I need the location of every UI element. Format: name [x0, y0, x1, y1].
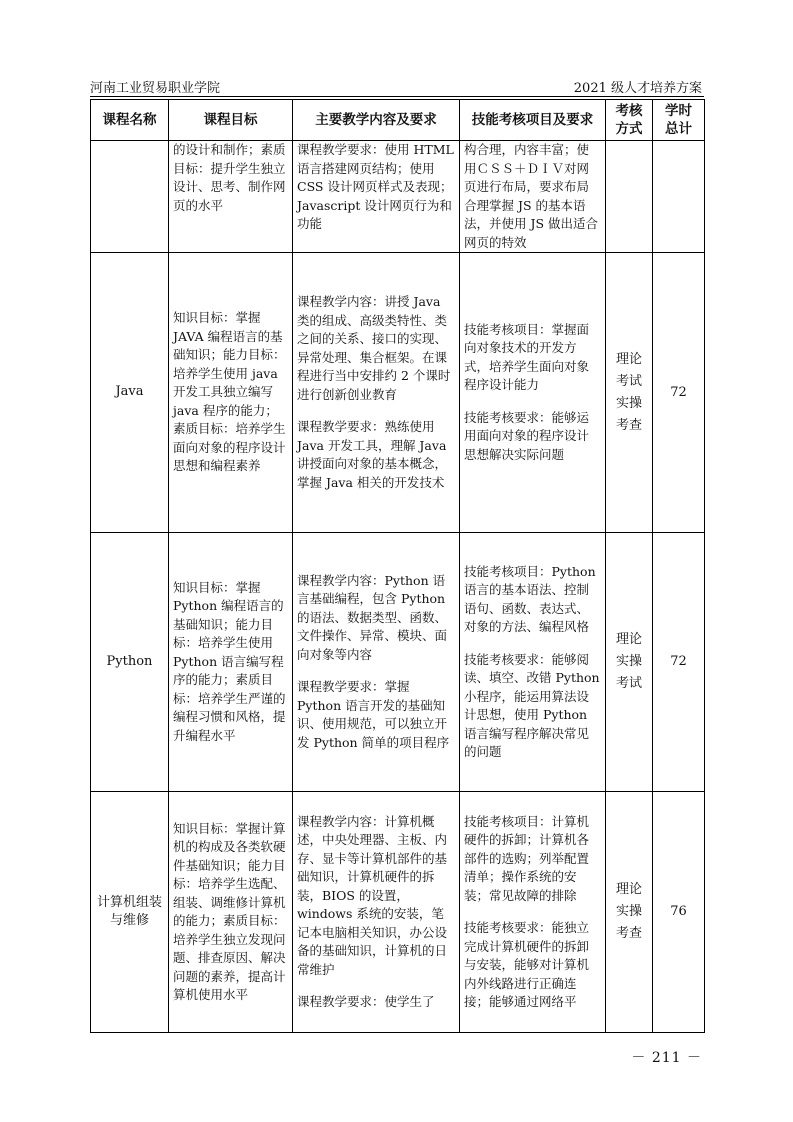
table-header-row: [91, 100, 705, 141]
paragraph-gap: [297, 979, 455, 993]
course-goal-cell: 知识目标：掌握 Python 编程语言的基础知识；能力目标：培养学生使用 Python 语言编写程序的能力；素质目标：培养学生严谨的编程习惯和风格，提升编程水平: [169, 533, 293, 792]
curriculum-table: [90, 99, 705, 1033]
col-header-skill-assessment: 技能考核项目及要求: [460, 100, 606, 141]
col-header-method-line: 考核: [615, 103, 643, 119]
method-line: 理论: [615, 351, 642, 367]
content-paragraph: 课程教学内容：计算机概述，中央处理器、主板、内存、显卡等计算机部件的基础知识，计算机硬件的拆装，BIOS 的设置，windows 系统的安装，笔记本电脑相关知识，办公设备的基础知识，计算机的日常维护: [297, 813, 448, 977]
paragraph-gap: [464, 395, 601, 409]
method-line: 理论: [615, 882, 642, 897]
method-line: 理论: [615, 632, 642, 647]
skill-paragraph: 技能考核项目：掌握面向对象技术的开发方式，培养学生面向对象程序设计能力: [464, 321, 590, 393]
course-name-cell: 计算机组装与维修: [91, 792, 169, 1033]
method-line: 实操: [615, 904, 642, 919]
content-paragraph: 课程教学要求：使学生了: [297, 994, 435, 1009]
skill-assessment-cell: [460, 253, 606, 533]
table-row-continued: [91, 141, 705, 253]
col-header-hours-line: 总计: [665, 121, 692, 137]
table-row: [91, 792, 705, 1033]
course-goal-cell: 知识目标：掌握 JAVA 编程语言的基础知识；能力目标：培养学生使用 java 开发工具独立编写 java 程序的能力；素质目标：培养学生面向对象的程序设计思想和编程素养: [169, 253, 293, 533]
skill-paragraph: 技能考核要求：能够阅读、填空、改错 Python 小程序，能运用算法设计思想，使用 Python 语言编写程序解决常见的问题: [464, 651, 600, 759]
course-name-cell: [91, 141, 169, 253]
course-name-cell: Python: [91, 533, 169, 792]
method-line: 考试: [615, 676, 642, 691]
method-line: 实操: [615, 395, 642, 411]
skill-paragraph: 技能考核要求：能够运用面向对象的程序设计思想解决实际问题: [464, 409, 590, 462]
method-line: 实操: [615, 654, 642, 669]
skill-assessment-cell: [460, 792, 606, 1033]
table-row: [91, 253, 705, 533]
content-paragraph: 课程教学要求：掌握 Python 语言开发的基础知识、使用规范，可以独立开发 Python 简单的项目程序: [297, 679, 450, 750]
skill-assessment-cell: [460, 533, 606, 792]
total-hours-cell: 76: [653, 792, 705, 1033]
col-header-course-name: 课程名称: [91, 100, 169, 141]
header-document-title: 2021 级人才培养方案: [573, 81, 702, 96]
col-header-hours-line: 学时: [665, 103, 692, 119]
assessment-method-cell: [606, 141, 653, 253]
table-row: [91, 533, 705, 792]
method-line: 考查: [615, 926, 642, 941]
course-goal-cell: 的设计和制作；素质目标：提升学生独立设计、思考、制作网页的水平: [169, 141, 293, 253]
assessment-method-cell: [606, 533, 653, 792]
skill-assessment-cell: 构合理，内容丰富；使用ＣＳＳ＋ＤＩＶ对网页进行布局，要求布局合理掌握 JS 的基本语法，并使用 JS 做出适合网页的特效: [460, 141, 606, 253]
teaching-content-cell: 课程教学要求：使用 HTML 语言搭建网页结构；使用 CSS 设计网页样式及表现；Javascript 设计网页行为和功能: [293, 141, 460, 253]
content-paragraph: 课程教学要求：熟练使用 Java 开发工具，理解 Java 讲授面向对象的基本概念，掌握 Java 相关的开发技术: [297, 419, 448, 490]
skill-paragraph: 技能考核项目：计算机硬件的拆卸；计算机各部件的选购；列举配置清单；操作系统的安装；常见故障的排除: [464, 813, 590, 903]
paragraph-gap: [464, 637, 601, 651]
total-hours-cell: [653, 141, 705, 253]
col-header-course-goal: 课程目标: [169, 100, 293, 141]
total-hours-cell: 72: [653, 533, 705, 792]
teaching-content-cell: [293, 253, 460, 533]
page-number: － 211 －: [631, 1050, 702, 1066]
col-header-method-line: 方式: [615, 121, 643, 137]
paragraph-gap: [464, 905, 601, 919]
teaching-content-cell: [293, 533, 460, 792]
teaching-content-cell: [293, 792, 460, 1033]
method-line: 考查: [615, 417, 642, 433]
assessment-method-cell: [606, 792, 653, 1033]
total-hours-cell: 72: [653, 253, 705, 533]
header-rule: [90, 96, 704, 97]
col-header-teaching-content: 主要教学内容及要求: [293, 100, 460, 141]
skill-paragraph: 技能考核要求：能独立完成计算机硬件的拆卸与安装，能够对计算机内外线路进行正确连接；能够通过网络平: [464, 920, 590, 1009]
content-paragraph: 课程教学内容：讲授 Java 类的组成、高级类特性、类之间的关系、接口的实现、异常处理、集合框架。在课程进行当中安排约 2 个课时进行创新创业教育: [297, 294, 451, 402]
method-line: 考试: [615, 373, 642, 389]
content-paragraph: 课程教学内容：Python 语言基础编程，包含 Python 的语法、数据类型、函数、文件操作、异常、模块、面向对象等内容: [297, 572, 448, 662]
paragraph-gap: [297, 404, 455, 418]
header-school-name: 河南工业贸易职业学院: [90, 81, 221, 96]
assessment-method-cell: [606, 253, 653, 533]
course-name-cell: Java: [91, 253, 169, 533]
course-goal-cell: 知识目标：掌握计算机的构成及各类软硬件基础知识；能力目标：培养学生选配、组装、调维修计算机的能力；素质目标：培养学生独立发现问题、排查原因、解决问题的素养，提高计算机使用水平: [169, 792, 293, 1033]
col-header-assessment-method: [606, 100, 653, 141]
skill-paragraph: 技能考核项目：Python 语言的基本语法、控制语句、函数、表达式、对象的方法、编程风格: [464, 563, 596, 634]
col-header-total-hours: [653, 100, 705, 141]
paragraph-gap: [297, 664, 455, 678]
